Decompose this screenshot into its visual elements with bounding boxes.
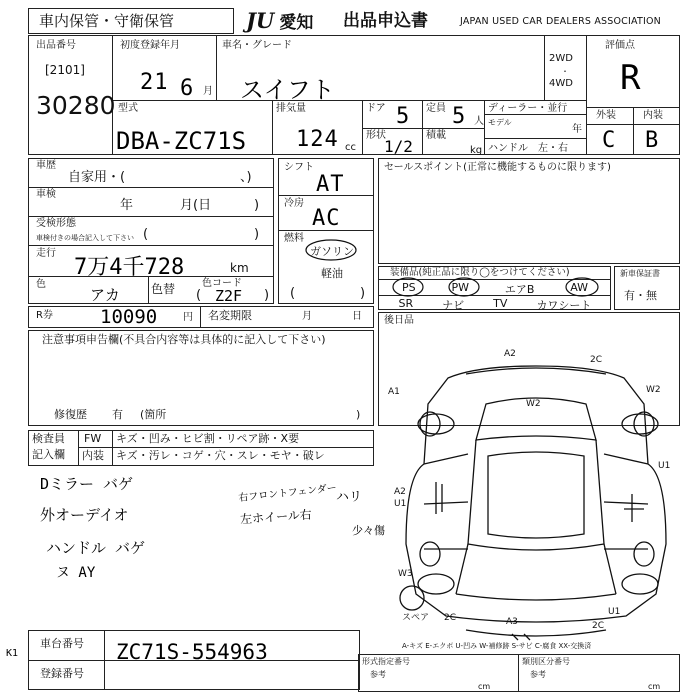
mark-2c-bottom: 2C (444, 613, 457, 623)
lot-label: 出品番号 (36, 40, 76, 51)
chassis-value: ZC71S-554963 (116, 640, 268, 664)
sales-point-label: セールスポイント(正常に機能するものに限ります) (384, 162, 611, 173)
storage-box (28, 8, 234, 34)
equipment-item: エアB (504, 283, 535, 296)
shape-value: 1/2 (384, 137, 413, 156)
color-change-label: 色替 (151, 282, 176, 296)
model-value: DBA-ZC71S (116, 127, 247, 155)
equipment-item: PW (451, 281, 469, 294)
inspector-fw-items: キズ・凹み・ヒビ割・リペア跡・X要 (116, 432, 300, 445)
document-title: 出品申込書 (343, 11, 428, 31)
recycle-value: 10090 (100, 306, 158, 328)
inspector-int-items: キズ・汚レ・コゲ・穴・スレ・モヤ・破レ (116, 449, 325, 462)
mark-w3-left: W3 (398, 569, 413, 579)
model-code-label-4: 参考 (530, 670, 546, 679)
fuel-gasoline: ガソリン (310, 245, 354, 258)
inspection-month: 月(日 (180, 198, 212, 213)
car-damage-diagram (376, 344, 700, 660)
fuel-circle-mark (304, 238, 358, 262)
displacement-label: 排気量 (276, 103, 306, 114)
ac-label: 冷房 (284, 198, 304, 209)
grade-value: R (620, 58, 641, 98)
dealer-year-unit: 年 (572, 124, 582, 135)
lot-number: 30280 (36, 91, 116, 120)
mark-2c-bottom-2: 2C (592, 621, 605, 631)
inspection-year: 年 (120, 198, 134, 213)
displacement-value: 124 (296, 127, 339, 152)
note-line: ヌ AY (56, 565, 96, 581)
interior-value: B (645, 128, 660, 153)
model-code-label-2: 参考 (370, 670, 386, 679)
equipment-row-2 (384, 297, 606, 311)
displacement-unit: cc (345, 142, 356, 153)
first-reg-month-unit: 月 (203, 86, 213, 97)
mark-w2-right: W2 (646, 385, 661, 395)
equipment-circle-marks (378, 276, 611, 298)
note-line: 外オーデイオ (40, 506, 129, 524)
mileage-label: 走行 (36, 248, 56, 259)
ju-logo (246, 8, 313, 33)
notes-list (40, 475, 146, 581)
equipment-item: TV (493, 297, 508, 310)
color-label: 色 (36, 279, 46, 290)
exterior-value: C (602, 128, 617, 153)
receipt-open: ( (143, 227, 149, 242)
fuel-close: ) (360, 286, 366, 301)
first-reg-month: 6 (180, 76, 195, 101)
mark-a2-mid: A2 (394, 487, 406, 497)
side-note: 右フロントフェンダー (237, 482, 338, 505)
damage-legend: A-キズ E-エクボ U-凹み W-補修跡 S-サビ C-腐食 XX-交換済 (402, 642, 592, 650)
dealer-model-label: モデル (488, 118, 512, 127)
handle-label: ハンドル (488, 143, 528, 154)
side-note: 左ホイール右 (239, 507, 313, 527)
note-line: Dミラー バゲ (40, 475, 134, 493)
repair-location: (箇所 (140, 408, 167, 421)
repair-close: ) (356, 408, 361, 421)
mark-spare: スペア (402, 613, 430, 623)
equipment-item: ナビ (442, 299, 465, 312)
storage-label: 車内保管・守衛保管 (39, 12, 175, 30)
inspection-label: 車検 (36, 189, 56, 200)
logo-mark: JU (246, 8, 275, 33)
warranty-label: 新車保証書 (620, 269, 660, 278)
repair-has: 有 (112, 408, 123, 421)
inspector-fw-label: FW (84, 432, 102, 445)
recycle-label: R券 (36, 310, 53, 321)
caution-label: 注意事項申告欄(不具合内容等は具体的に記入して下さい) (42, 333, 326, 346)
history-close: 、) (240, 170, 252, 185)
mark-w2-center: W2 (526, 399, 541, 409)
drive-sep: ・ (561, 67, 569, 76)
model-label: 型式 (118, 103, 138, 114)
repair-label: 修復歴 (54, 408, 87, 421)
fuel-open: ( (290, 286, 296, 301)
color-code-value: Z2F (215, 287, 243, 305)
note-line: ハンドル バゲ (46, 539, 146, 557)
name-change-label: 名変期限 (208, 309, 252, 322)
color-code-open: ( (196, 288, 202, 303)
mark-a1-left: A1 (388, 387, 400, 397)
handle-options: 左・右 (538, 143, 568, 154)
mark-u1-right: U1 (658, 461, 671, 471)
warranty-options: 有・無 (624, 289, 657, 302)
chassis-label: 車台番号 (40, 637, 84, 650)
equipment-label: 装備品(純正品に限り◯をつけてください) (390, 267, 570, 278)
model-code-label-1: 形式指定番号 (362, 657, 410, 666)
drive-2wd: 2WD (549, 53, 573, 64)
recycle-block (28, 306, 374, 328)
receipt-close: ) (254, 227, 260, 242)
mark-u1-bottom-right: U1 (608, 607, 621, 617)
recycle-unit: 円 (183, 312, 193, 323)
inspector-int-label: 内装 (82, 449, 104, 462)
model-code-unit-1: cm (478, 682, 491, 691)
mark-a3-bottom: A3 (506, 617, 518, 627)
equipment-item: PS (401, 281, 416, 294)
receipt-label: 受検形態 (36, 218, 76, 229)
dealer-label: ディーラー・並行 (488, 103, 568, 114)
name-change-day: 日 (352, 311, 362, 322)
mark-2c-top: 2C (590, 355, 603, 365)
capacity-label: 定員 (426, 103, 446, 114)
shape-label: 形状 (366, 130, 386, 141)
shift-label: シフト (284, 162, 314, 173)
color-code-close: ) (264, 288, 270, 303)
shift-value: AT (316, 172, 345, 197)
english-title: JAPAN USED CAR DEALERS ASSOCIATION (460, 16, 661, 27)
exterior-label: 外装 (596, 110, 616, 121)
color-value: アカ (90, 286, 120, 304)
receipt-note: 車検付きの場合記入して下さい (36, 234, 134, 242)
registration-label: 登録番号 (40, 667, 84, 680)
car-name-label: 車名・グレード (222, 40, 292, 51)
equipment-item: カワシート (536, 299, 592, 312)
model-code-unit-2: cm (648, 682, 661, 691)
lot-sub: [2101] (45, 63, 85, 77)
load-label: 積載 (426, 130, 446, 141)
inspection-close: ) (254, 198, 260, 213)
logo-text: 愛知 (279, 13, 314, 33)
model-code-label-3: 類別区分番号 (522, 657, 570, 666)
history-label: 車歴 (36, 160, 56, 171)
doors-value: 5 (396, 104, 411, 129)
color-code-label: 色コード (202, 278, 242, 289)
grade-label: 評価点 (605, 40, 635, 51)
ac-value: AC (312, 206, 341, 231)
first-reg-label: 初度登録年月 (120, 40, 180, 51)
fuel-diesel: 軽油 (321, 267, 343, 280)
inspector-label-1: 検査員 (32, 432, 65, 445)
margin-mark: K1 (6, 648, 19, 659)
car-name-value: スイフト (240, 76, 335, 104)
side-note: ハリ (336, 490, 363, 505)
doors-label: ドア (366, 103, 386, 114)
capacity-unit: 人 (474, 116, 484, 127)
first-reg-year: 21 (140, 70, 169, 95)
mark-u1-mid: U1 (394, 499, 407, 509)
interior-label: 内装 (643, 110, 663, 121)
equipment-item: SR (398, 297, 414, 310)
mileage-unit: km (230, 261, 249, 275)
history-value: 自家用・( (68, 170, 126, 185)
mileage-value: 7万4千728 (74, 255, 185, 280)
rear-items-label: 後日品 (384, 315, 414, 326)
fuel-label: 燃料 (284, 233, 304, 244)
equipment-item: AW (570, 281, 589, 294)
capacity-value: 5 (452, 104, 467, 129)
mark-a2-top: A2 (504, 349, 516, 359)
name-change-month: 月 (302, 311, 312, 322)
inspector-label-2: 記入欄 (32, 448, 65, 461)
load-unit: kg (470, 145, 483, 156)
drive-4wd: 4WD (549, 78, 573, 89)
side-note: 少々傷 (352, 524, 385, 537)
